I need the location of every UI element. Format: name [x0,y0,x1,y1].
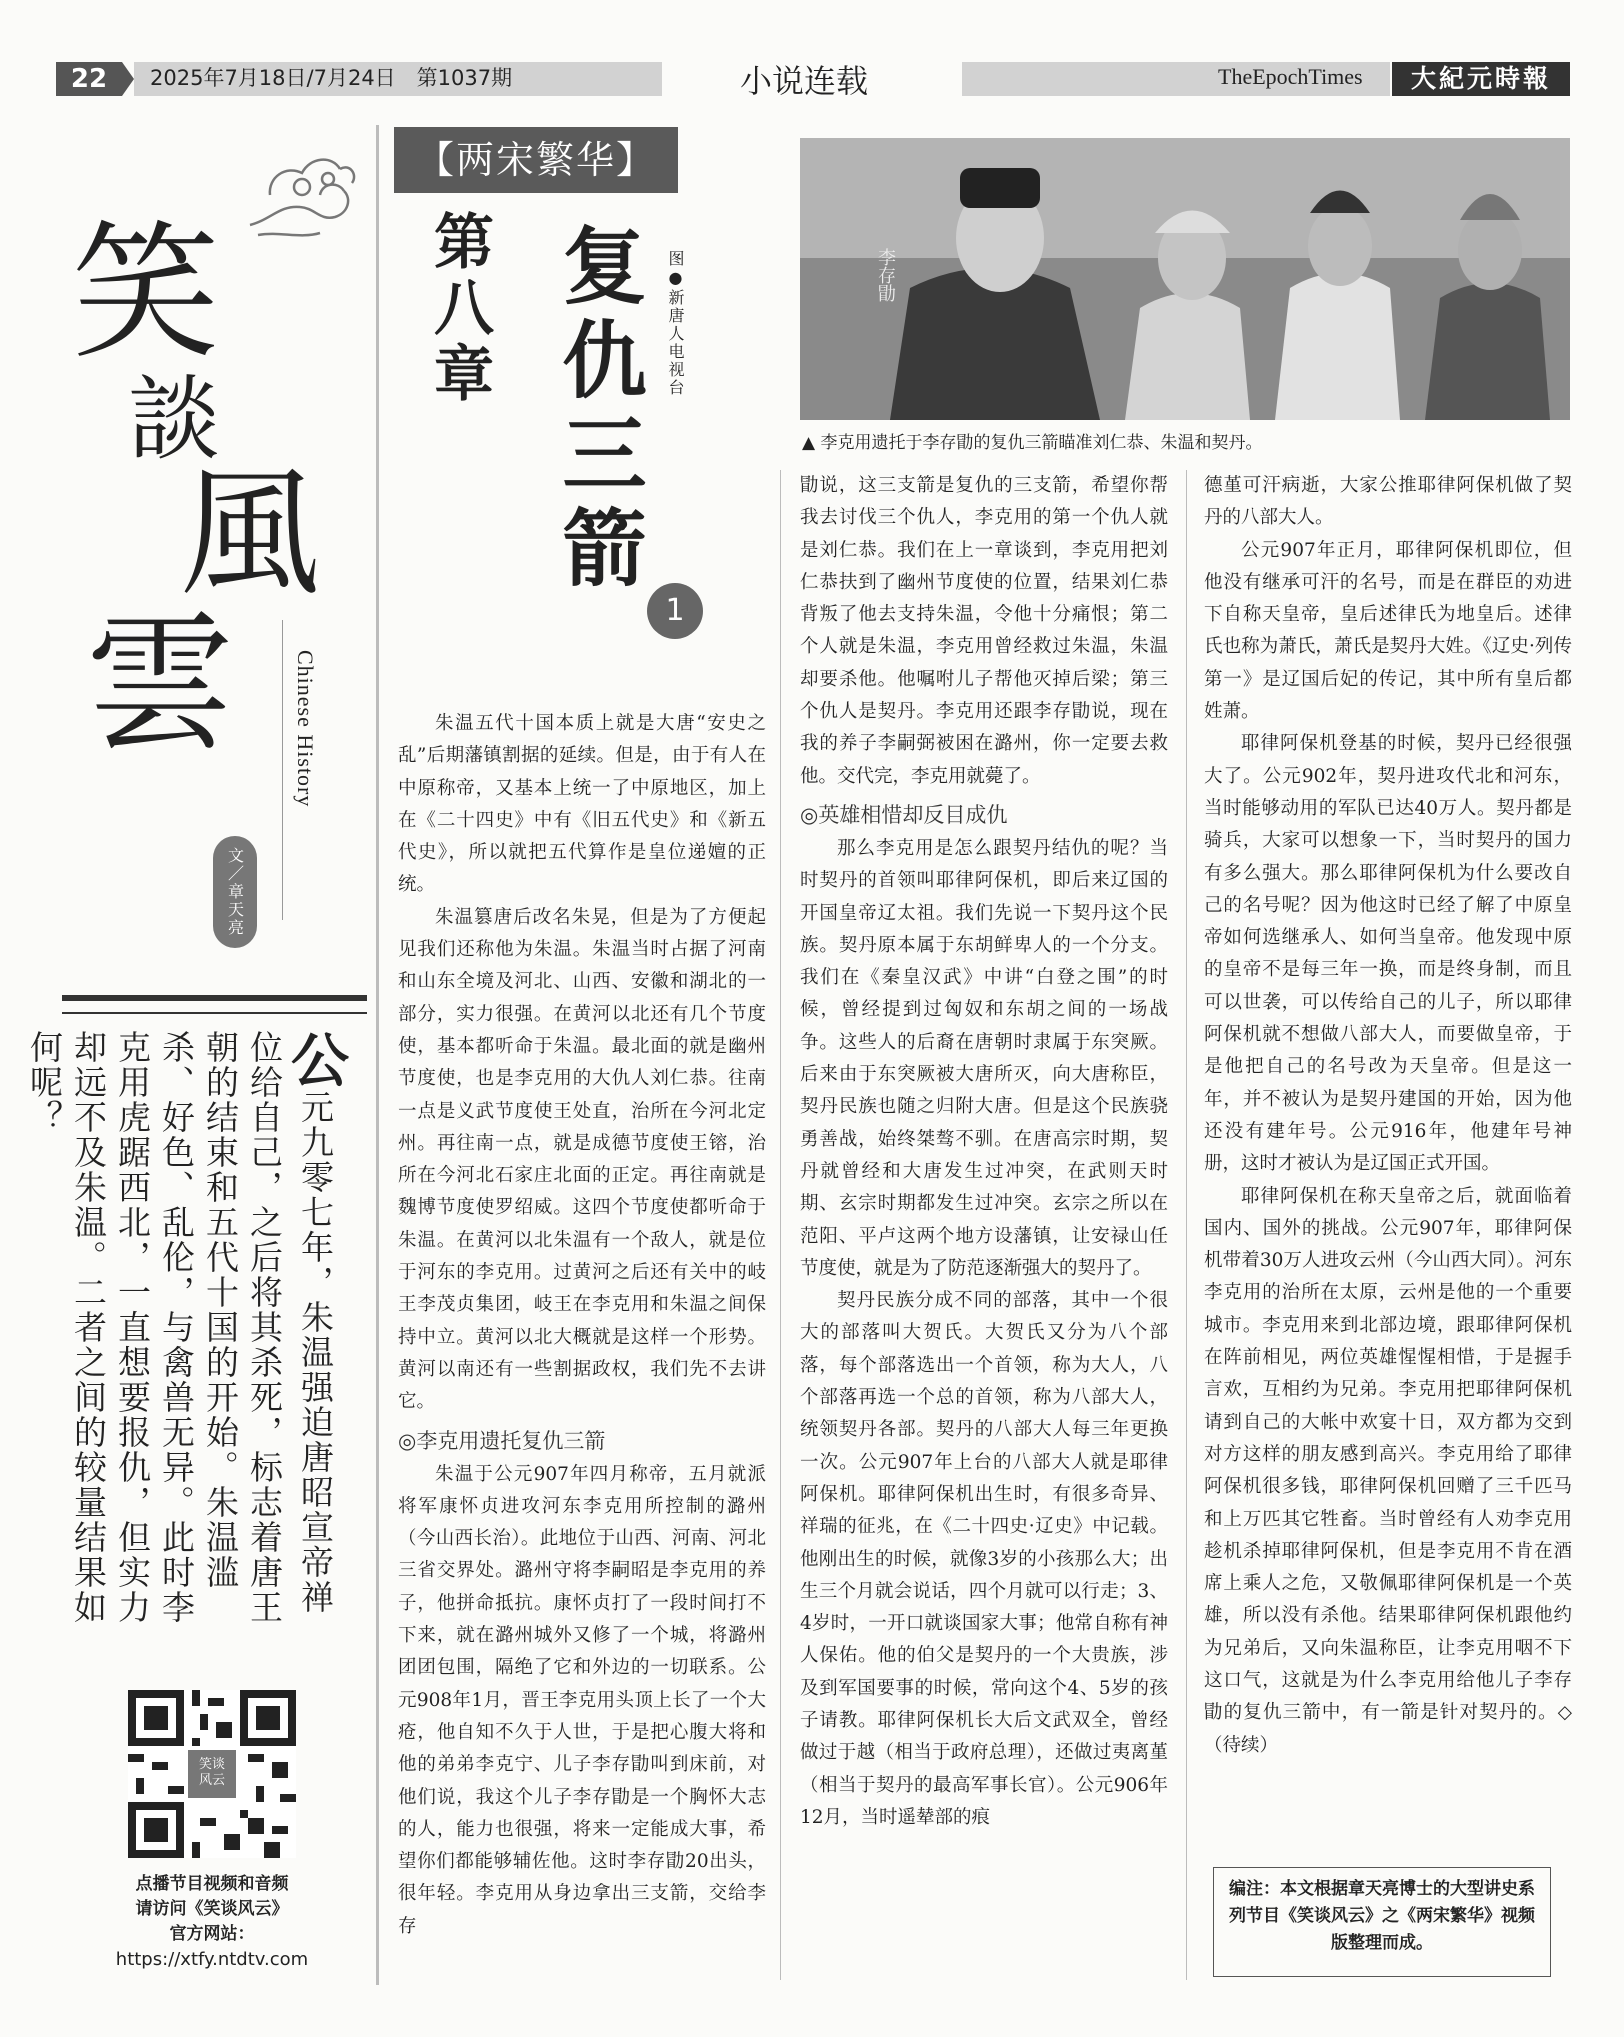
column-divider-1 [780,470,781,1980]
article-column-3 [1204,470,1572,1762]
intro-drop-cap: 公 [281,1030,349,1090]
intro-rule-thick [62,995,367,1001]
illustration-figures [800,138,1570,420]
column-divider-left [376,125,379,1985]
page-number-arrow [122,62,134,96]
paragraph: 契丹民族分成不同的部落，其中一个很大的部落叫大贺氏。大贺氏又分为八个部落，每个部落选出一个首领，称为大人，八个部落再选一个总的首领，称为八部大人，统领契丹各部。契丹的八部大人每三年更换一次。公元907年上台的八部大人就是耶律阿保机。耶律阿保机出生时，有很多奇异、祥瑞的征兆，在《二十四史·辽史》中记载。他刚出生的时候，就像3岁的小孩那么大；出生三个月就会说话，四个月就可以行走；3、4岁时，一开口就谈国家大事；他常自称有神人保佑。他的伯父是契丹的一个大贵族，涉及到军国要事的时候，常向这个4、5岁的孩子请教。耶律阿保机长大后文武双全，曾经做过于越（相当于政府总理），还做过夷离堇（相当于契丹的最高军事长官）。公元906年12月，当时遥辇部的痕 [800,1290,1168,1828]
brand-char-2: 談 [128,366,221,473]
paragraph: 德堇可汗病逝，大家公推耶律阿保机做了契丹的八部大人。 [1204,475,1572,529]
promo-url[interactable]: https://xtfy.ntdtv.com [115,1949,309,1970]
brand-char-4: 雲 [85,598,236,772]
section-heading: ◎英雄相惜却反目成仇 [800,802,1008,827]
promo-line-1: 点播节目视频和音频 [135,1874,289,1894]
article-column-2 [800,470,1168,1834]
column-divider-2 [1186,470,1187,1980]
editor-note: 编注：本文根据章天亮博士的大型讲史系列节目《笑谈风云》之《两宋繁华》视频版整理而成。 [1213,1867,1551,1977]
issue-date: 2025年7月18日/7月24日 第1037期 [150,66,513,90]
paragraph: 朱温于公元907年四月称帝，五月就派将军康怀贞进攻河东李克用所控制的潞州（今山西长治）。此地位于山西、河南、河北三省交界处。潞州守将李嗣昭是李克用的养子，他拼命抵抗。康怀贞打了一段时间打不下来，就在潞州城外又修了一个城，将潞州团团包围，隔绝了它和外边的一切联系。公元908年1月，晋王李克用头顶上长了一个大疮，他自知不久于人世，于是把心腹大将和他的弟弟李克宁、儿子李存勖叫到床前，对他们说，我这个儿子李存勖是一个胸怀大志的人，能力也很强，将来一定能成大事，希望你们都能够辅佐他。这时李存勖20出头，很年轻。李克用从身边拿出三支箭，交给李存 [398,1463,766,1937]
photo-caption: ▲ 李克用遗托于李存勖的复仇三箭瞄准刘仁恭、朱温和契丹。 [802,433,1263,453]
column-subtitle: Chinese History [293,650,318,808]
cloud-ornament-icon [240,135,360,245]
series-label: 【两宋繁华】 [394,127,678,193]
qr-label: 笑谈风云 [198,1757,225,1788]
brand-char-1: 笑 [72,207,220,379]
subtitle-rule [282,620,283,920]
paragraph: 耶律阿保机在称天皇帝之后，就面临着国内、国外的挑战。公元907年，耶律阿保机带着30万人进攻云州（今山西大同）。河东李克用的治所在太原，云州是他的一个重要城市。李克用来到北部边境，跟耶律阿保机在阵前相见，两位英雄惺惺相惜，于是握手言欢，互相约为兄弟。李克用把耶律阿保机请到自己的大帐中欢宴十日，双方都为交到对方这样的朋友感到高兴。李克用给了耶律阿保机很多钱，耶律阿保机回赠了三千匹马和上万匹其它牲畜。当时曾经有人劝李克用趁机杀掉耶律阿保机，但是李克用不肯在酒席上乘人之危，又敬佩耶律阿保机是一个英雄，所以没有杀他。结果耶律阿保机跟他约为兄弟后，又向朱温称臣，让李克用咽不下这口气，这就是为什么李克用给他儿子李存勖的复仇三箭中，有一箭是针对契丹的。◇（待续） [1204,1185,1572,1756]
paragraph: 勖说，这三支箭是复仇的三支箭，希望你帮我去讨伐三个仇人，李克用的第一个仇人就是刘仁恭。我们在上一章谈到，李克用把刘仁恭扶到了幽州节度使的位置，结果刘仁恭背叛了他去支持朱温，令他十分痛恨；第二个人就是朱温，李克用曾经救过朱温，朱温却要杀他。他嘱咐儿子帮他灭掉后梁；第三个仇人是契丹。李克用还跟李存勖说，现在我的养子李嗣弼被困在潞州，你一定要去救他。交代完，李克用就薨了。 [800,475,1168,787]
article-illustration [800,138,1570,420]
paragraph: 朱温五代十国本质上就是大唐“安史之乱”后期藩镇割据的延续。但是，由于有人在中原称帝，又基本上统一了中原地区，加上在《二十四史》中有《旧五代史》和《新五代史》，所以就把五代算作是皇位递嬗的正统。 [398,713,766,896]
photo-name-label: 李存勖 [875,248,896,302]
paper-logo: 大紀元時報 [1392,62,1570,96]
epoch-times-name: TheEpochTimes [1218,64,1363,89]
chapter-label: 第八章 [424,210,494,408]
brand-char-3: 風 [180,453,321,616]
part-number: 1 [647,583,703,639]
paragraph: 那么李克用是怎么跟契丹结仇的呢？当时契丹的首领叫耶律阿保机，即后来辽国的开国皇帝辽太祖。我们先说一下契丹这个民族。契丹原本属于东胡鲜卑人的一个分支。我们在《秦皇汉武》中讲“白登之围”的时候，曾经提到过匈奴和东胡之间的一场战争。这些人的后裔在唐朝时隶属于东突厥。后来由于东突厥被大唐所灭，向大唐称臣，契丹民族也随之归附大唐。但是这个民族骁勇善战，始终桀骜不驯。在唐高宗时期，契丹就曾经和大唐发生过冲突，在武则天时期、玄宗时期都发生过冲突。玄宗之所以在范阳、平卢这两个地方设藩镇，让安禄山任节度使，就是为了防范逐渐强大的契丹了。 [800,837,1168,1279]
paragraph: 公元907年正月，耶律阿保机即位，但他没有继承可汗的名号，而是在群臣的劝进下自称天皇帝，皇后述律氏为地皇后。述律氏也称为萧氏，萧氏是契丹大姓。《辽史·列传第一》是辽国后妃的传记，其中所有皇后都姓萧。 [1204,539,1572,723]
article-title: 复仇三箭 [549,222,647,598]
promo-text [62,1872,362,1972]
paragraph: 耶律阿保机登基的时候，契丹已经很强大了。公元902年，契丹进攻代北和河东，当时能够动用的军队已达40万人。契丹都是骑兵，大家可以想象一下，当时契丹的国力有多么强大。那么耶律阿保机为什么要改自己的名号呢？因为他这时已经了解了中原皇帝如何选继承人、如何当皇帝。他发现中原的皇帝不是每三年一换，而是终身制，而且可以世袭，可以传给自己的儿子，所以耶律阿保机就不想做八部大人，而要做皇帝，于是他把自己的名号改为天皇帝。但是这一年，并不被认为是契丹建国的开始，因为他还没有建年号。公元916年，他建年号神册，这时才被认为是辽国正式开国。 [1204,733,1572,1175]
article-column-1 [398,708,766,1943]
section-heading: ◎李克用遗托复仇三箭 [398,1428,606,1453]
page-number: 22 [56,62,122,96]
intro-body: 元九零七年，朱温强迫唐昭宣帝禅位给自己，之后将其杀死，标志着唐王朝的结束和五代十国的开始。朱温滥杀、好色、乱伦，与禽兽无异。此时李克用虎踞西北，一直想要报仇，但实力却远不及朱温。二者之间的较量结果如何呢？ [25,1030,335,1625]
author-tag: 文／章天亮 [213,836,257,948]
image-credit: 图●新唐人电视台 [666,250,685,397]
intro-rule-thin [62,1012,367,1014]
paragraph: 朱温篡唐后改名朱晃，但是为了方便起见我们还称他为朱温。朱温当时占据了河南和山东全境及河北、山西、安徽和湖北的一部分，实力很强。在黄河以北还有几个节度使，基本都听命于朱温。最北面的就是幽州节度使，也是李克用的大仇人刘仁恭。往南一点是义武节度使王处直，治所在今河北定州。再往南一点，就是成德节度使王镕，治所在今河北石家庄北面的正定。再往南就是魏博节度使罗绍威。这四个节度使都听命于朱温。在黄河以北朱温有一个敌人，就是位于河东的李克用。过黄河之后还有关中的岐王李茂贞集团，岐王在李克用和朱温之间保持中立。黄河以北大概就是这样一个形势。黄河以南还有一些割据政权，我们先不去讲它。 [398,906,766,1413]
section-title: 小说连载 [740,62,869,100]
promo-line-3: 官方网站： [169,1924,255,1944]
promo-line-2: 请访问《笑谈风云》 [135,1899,289,1919]
intro-text [25,1030,349,1630]
